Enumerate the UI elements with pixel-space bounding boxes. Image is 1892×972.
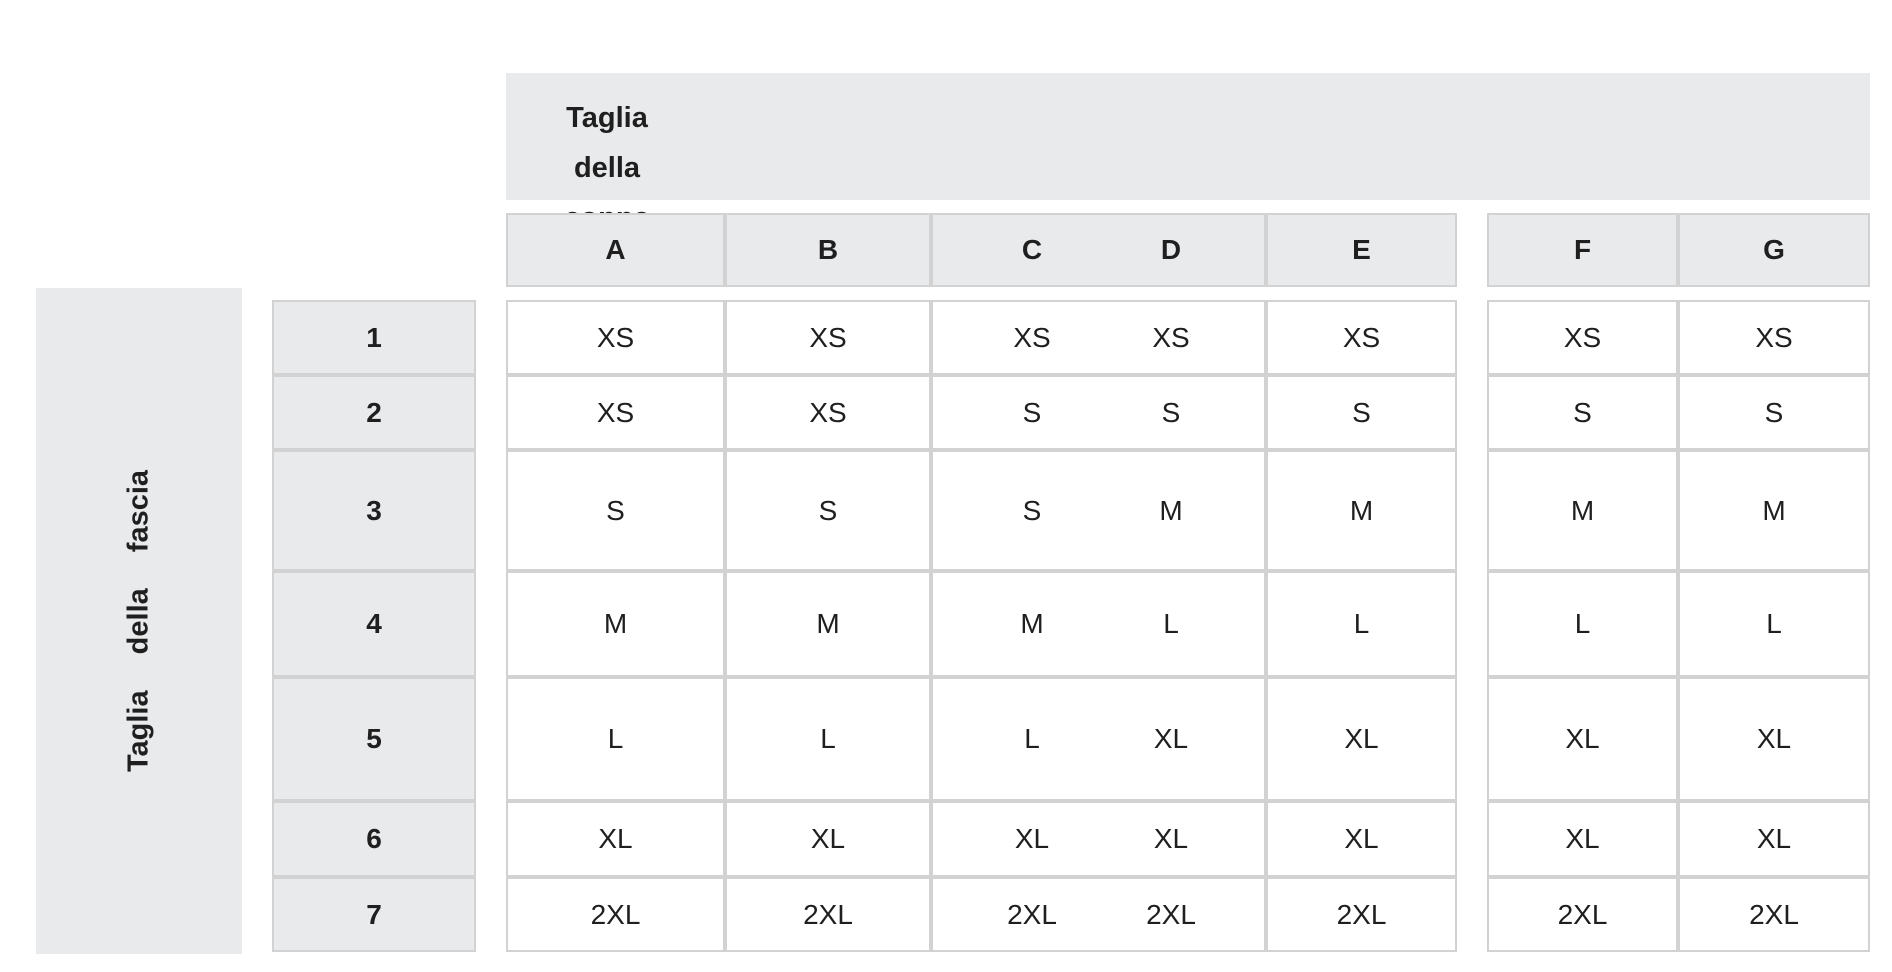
size-cell [725,801,931,877]
size-value: XL [598,823,633,854]
size-value: M [1349,494,1374,526]
size-value: XL [1756,723,1792,754]
size-value: XL [1565,823,1600,854]
size-cell [1487,877,1678,952]
size-cell [1678,450,1870,571]
size-cell [931,571,1266,677]
band-row-label-text: 1 [366,321,382,353]
size-cell [1487,450,1678,571]
size-value: XS [1152,321,1190,353]
size-value: S [818,494,838,526]
size-cell [725,571,931,677]
cup-header-label: F [1573,234,1592,265]
size-cell [1266,571,1457,677]
size-value: L [1353,608,1370,639]
size-value: L [1024,723,1040,754]
size-value: L [820,723,836,754]
size-value: 2XL [1336,898,1387,930]
size-value: 2XL [1557,898,1608,930]
size-cell [1487,375,1678,450]
size-cell [506,801,725,877]
cup-header-label: D [1160,234,1182,265]
size-cell [1678,300,1870,375]
size-cell [1678,677,1870,801]
band-row-label-7 [272,877,476,952]
size-cell [1487,677,1678,801]
size-cell [1678,801,1870,877]
band-row-label-1 [272,300,476,375]
band-row-label-6 [272,801,476,877]
size-value: M [816,608,840,639]
size-value: 2XL [1146,898,1196,930]
size-cell [1678,375,1870,450]
size-cell [1266,677,1457,801]
size-value: 2XL [803,898,853,930]
cup-header-a [506,213,725,287]
size-cell [725,450,931,571]
size-value: S [606,494,625,526]
band-row-label-5 [272,677,476,801]
size-cell [1487,801,1678,877]
size-cell [1266,300,1457,375]
cup-header-label: C [1021,234,1043,265]
size-cell [1678,571,1870,677]
cup-header-f [1487,213,1678,287]
band-row-label-4 [272,571,476,677]
size-value: XS [809,321,847,353]
band-row-label-text: 7 [366,898,382,930]
size-value: XL [1565,723,1600,754]
band-row-label-text: 4 [366,608,382,639]
size-value: XL [1344,723,1379,754]
band-size-title-bar [36,288,242,954]
size-cell [725,877,931,952]
size-cell [506,571,725,677]
cup-header-e [1266,213,1457,287]
band-row-label-text: 2 [366,396,382,428]
size-cell [1266,877,1457,952]
size-value: L [1766,608,1782,639]
cup-header-label: A [605,234,626,265]
size-value: S [1161,396,1181,428]
size-cell [725,375,931,450]
band-row-label-3 [272,450,476,571]
size-cell [506,877,725,952]
band-size-title: Taglia della fascia [122,469,155,773]
size-value: XS [809,396,847,428]
size-value: 2XL [1749,898,1799,930]
size-value: XL [1344,823,1379,854]
size-value: XS [1755,321,1793,353]
size-value: S [1022,494,1042,526]
size-cell [725,677,931,801]
band-row-label-text: 6 [366,823,382,854]
size-cell [1266,450,1457,571]
band-row-label-text: 3 [366,494,382,526]
size-value: XL [1153,723,1189,754]
cup-header-label: G [1763,234,1785,265]
size-value: XS [1013,321,1051,353]
size-value: S [1352,396,1371,428]
cup-header-label: B [817,234,839,265]
cup-header-c-d [931,213,1266,287]
size-cell [931,300,1266,375]
size-value: M [1570,494,1595,526]
size-value: XL [1153,823,1189,854]
band-row-label-2 [272,375,476,450]
size-value: L [607,723,624,754]
size-cell [1266,801,1457,877]
size-value: XS [1563,321,1602,353]
size-cell [1487,300,1678,375]
size-cell [506,300,725,375]
size-value: 2XL [1007,898,1057,930]
size-cell [931,375,1266,450]
size-cell [931,450,1266,571]
cup-size-title-bar [506,73,1870,200]
size-value: XS [596,321,635,353]
cup-size-title-line-1: Taglia della [566,102,648,184]
size-value: S [1022,396,1042,428]
size-cell [931,677,1266,801]
band-row-label-text: 5 [366,723,382,754]
size-value: S [1764,396,1784,428]
size-cell [931,877,1266,952]
size-cell [1487,571,1678,677]
size-value: L [1574,608,1591,639]
size-cell [1266,375,1457,450]
size-value: XS [1342,321,1381,353]
size-cell [931,801,1266,877]
size-value: M [1159,494,1183,526]
size-cell [506,677,725,801]
size-cell [725,300,931,375]
size-cell [506,375,725,450]
size-value: XL [1014,823,1050,854]
size-value: 2XL [590,898,641,930]
size-value: S [1573,396,1592,428]
size-cell [506,450,725,571]
size-value: XL [810,823,846,854]
size-value: M [1020,608,1044,639]
size-value: L [1163,608,1179,639]
cup-header-b [725,213,931,287]
size-cell [1678,877,1870,952]
size-value: M [603,608,628,639]
size-value: M [1762,494,1786,526]
size-value: XL [1756,823,1792,854]
size-value: XS [596,396,635,428]
cup-header-label: E [1352,234,1371,265]
cup-header-g [1678,213,1870,287]
